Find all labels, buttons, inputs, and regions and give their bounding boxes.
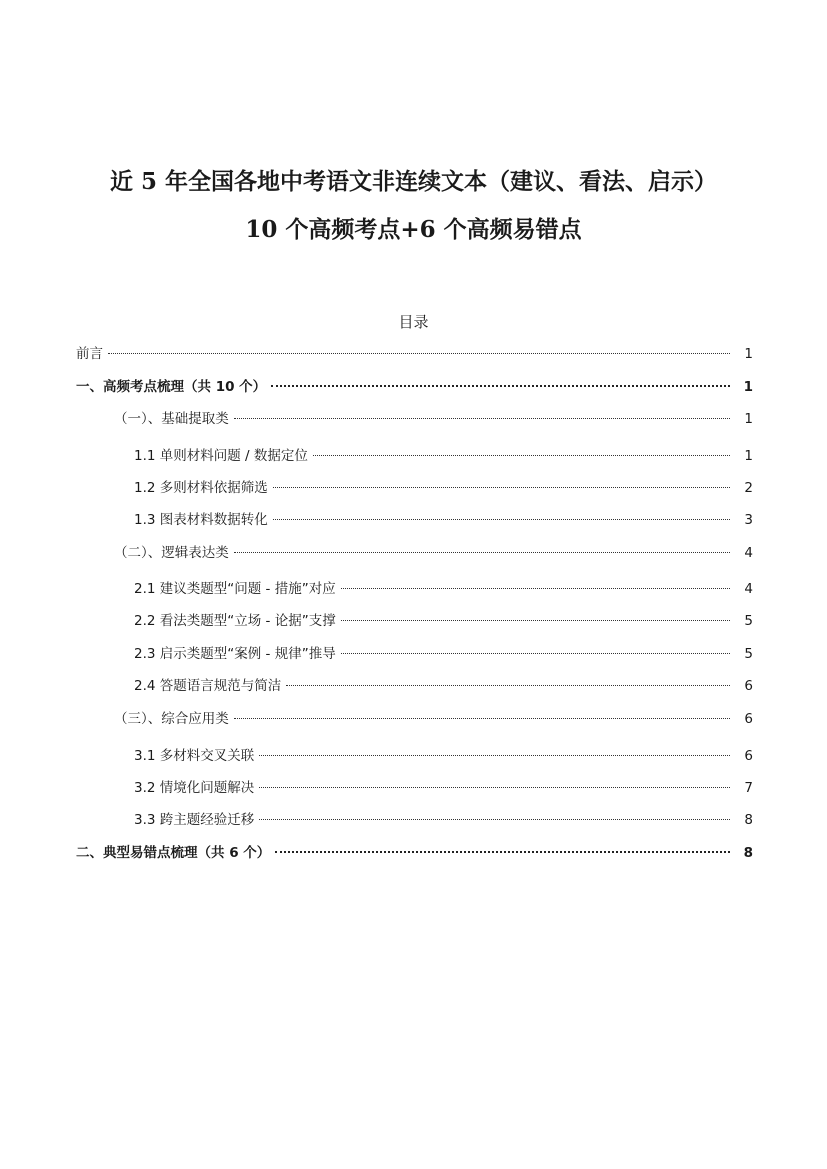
toc-entry-label: 2.3 启示类题型“案例 - 规律”推导 [134,646,336,662]
toc-entry-preface[interactable] [76,343,753,365]
toc-page-number: 8 [744,812,753,828]
toc-entry-label: 一、高频考点梳理（共 10 个） [76,379,267,395]
toc-entry-part-2[interactable] [76,842,753,864]
document-title-line-2: 10 个高频考点+6 个高频易错点 [245,216,582,243]
toc-entry-1-3[interactable] [134,509,753,531]
toc-entry-label: 2.2 看法类题型“立场 - 论据”支撑 [134,613,336,629]
toc-entry-1-1[interactable] [134,445,753,467]
toc-page-number: 1 [743,379,753,395]
toc-entry-label: 前言 [76,346,103,362]
document-title-line-1: 近 5 年全国各地中考语文非连续文本（建议、看法、启示） [109,168,718,195]
toc-page-number: 4 [744,581,753,597]
toc-entry-2-4[interactable] [134,675,753,697]
toc-page-number: 1 [744,411,753,427]
toc-entry-3-2[interactable] [134,777,753,799]
toc-dot-leader [286,685,730,686]
toc-page-number: 6 [744,678,753,694]
toc-entry-section-1[interactable] [114,408,753,430]
toc-dot-leader [234,552,730,553]
toc-entry-label: （一）、基础提取类 [114,411,229,427]
toc-page-number: 8 [743,845,753,861]
toc-dot-leader [313,455,730,456]
toc-entry-label: 1.3 图表材料数据转化 [134,512,268,528]
toc-entry-2-1[interactable] [134,578,753,600]
toc-page-number: 3 [744,512,753,528]
toc-dot-leader [273,519,730,520]
toc-entry-label: （三）、综合应用类 [114,711,229,727]
toc-dot-leader [275,851,730,853]
toc-entry-3-1[interactable] [134,745,753,767]
toc-entry-3-3[interactable] [134,809,753,831]
toc-dot-leader [259,819,730,820]
toc-entry-label: 1.2 多则材料依据筛选 [134,480,268,496]
toc-entry-label: 3.1 多材料交叉关联 [134,748,255,764]
toc-page-number: 1 [744,346,753,362]
toc-heading: 目录 [398,313,429,331]
toc-entry-2-3[interactable] [134,643,753,665]
toc-dot-leader [341,620,730,621]
toc-entry-label: （二）、逻辑表达类 [114,545,229,561]
toc-entry-label: 3.3 跨主题经验迁移 [134,812,255,828]
toc-page-number: 2 [744,480,753,496]
toc-dot-leader [259,787,730,788]
toc-page-number: 1 [744,448,753,464]
toc-entry-1-2[interactable] [134,477,753,499]
toc-entry-label: 二、典型易错点梳理（共 6 个） [76,845,271,861]
toc-dot-leader [341,653,730,654]
toc-entry-label: 2.4 答题语言规范与简洁 [134,678,282,694]
toc-entry-label: 2.1 建议类题型“问题 - 措施”对应 [134,581,336,597]
toc-entry-section-2[interactable] [114,542,753,564]
toc-entry-label: 3.2 情境化问题解决 [134,780,255,796]
toc-page-number: 4 [744,545,753,561]
toc-page-number: 7 [744,780,753,796]
toc-dot-leader [271,385,730,387]
toc-entry-part-1[interactable] [76,376,753,398]
toc-dot-leader [108,353,730,354]
toc-entry-section-3[interactable] [114,708,753,730]
toc-page-number: 5 [744,646,753,662]
toc-dot-leader [234,418,730,419]
toc-page-number: 6 [744,748,753,764]
toc-dot-leader [341,588,730,589]
toc-dot-leader [259,755,730,756]
toc-dot-leader [273,487,730,488]
toc-entry-2-2[interactable] [134,610,753,632]
toc-page-number: 5 [744,613,753,629]
toc-page-number: 6 [744,711,753,727]
toc-entry-label: 1.1 单则材料问题 / 数据定位 [134,448,308,464]
toc-dot-leader [234,718,730,719]
